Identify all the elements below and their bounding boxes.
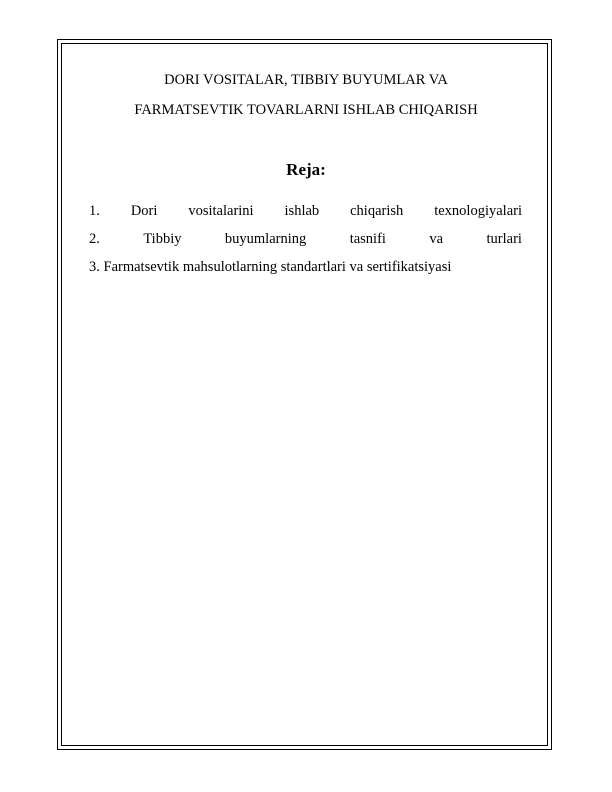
plan-item-1-word: texnologiyalari — [434, 203, 522, 219]
plan-item-2-word: va — [429, 231, 444, 247]
plan-item-1-word: ishlab — [284, 203, 320, 219]
document-title-line-2: FARMATSEVTIK TOVARLARNI ISHLAB CHIQARISH — [134, 102, 478, 118]
plan-item-2-word: Tibbiy — [143, 231, 182, 247]
plan-item-2-word: tasnifi — [349, 231, 386, 247]
plan-item-1 — [89, 202, 522, 220]
page-border-inner — [61, 43, 548, 746]
plan-item-3: 3. Farmatsevtik mahsulotlarning standartlari va sertifikatsiyasi — [89, 259, 452, 275]
plan-item-1-word: vositalarini — [188, 203, 254, 219]
plan-item-1-word: Dori — [130, 203, 158, 219]
plan-heading: Reja: — [286, 160, 326, 179]
plan-item-2 — [89, 230, 522, 248]
document-title-line-1: DORI VOSITALAR, TIBBIY BUYUMLAR VA — [164, 72, 448, 88]
plan-item-2-number: 2. — [89, 231, 100, 247]
plan-item-1-number: 1. — [89, 203, 100, 219]
plan-item-2-word: buyumlarning — [224, 231, 307, 247]
plan-item-2-word: turlari — [486, 231, 522, 247]
plan-item-1-word: chiqarish — [350, 203, 404, 219]
